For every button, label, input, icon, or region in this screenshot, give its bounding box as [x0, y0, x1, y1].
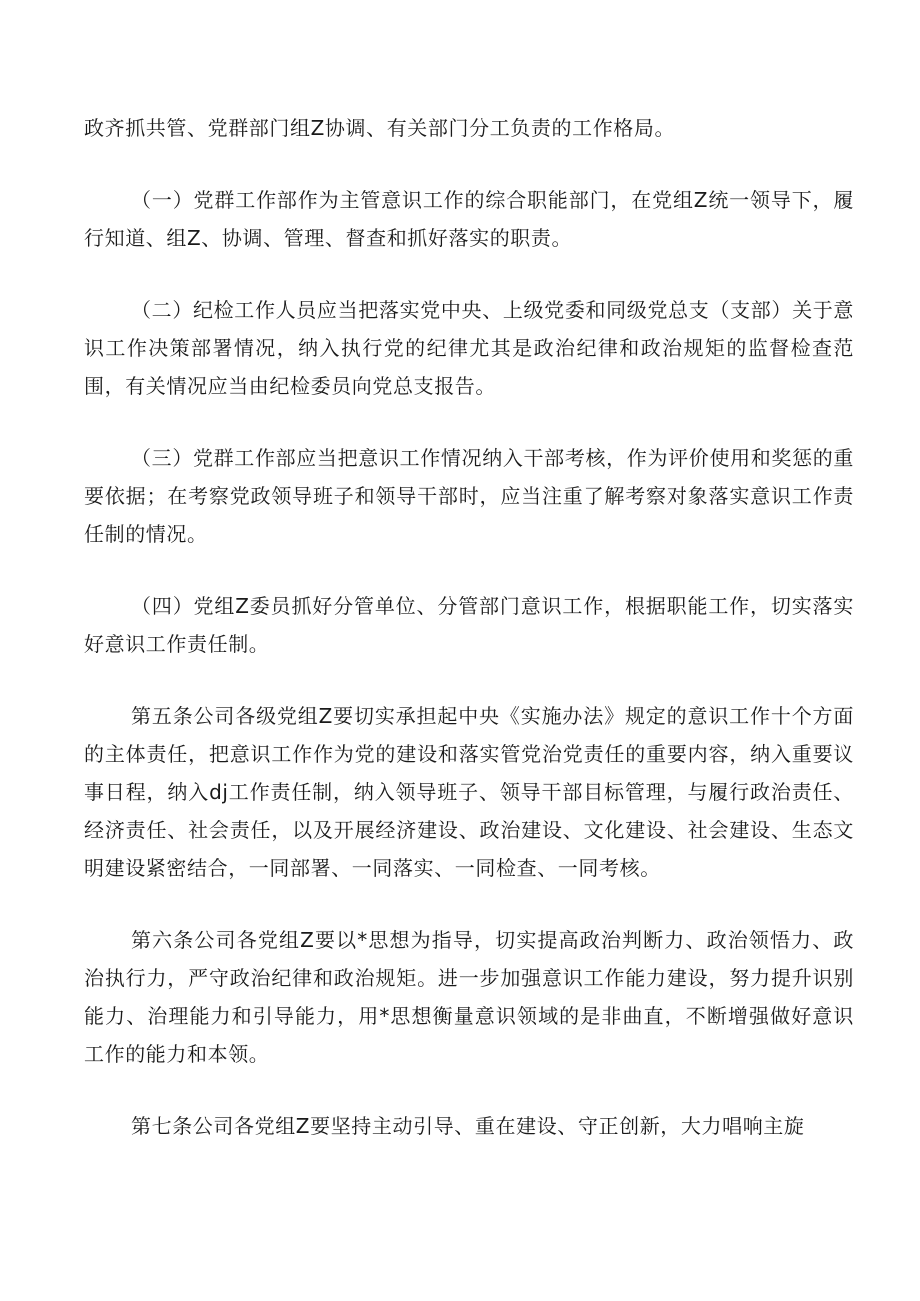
paragraph-7: 第六条公司各党组Z要以*思想为指导，切实提高政治判断力、政治领悟力、政治执行力，严守政治纪律和政治规矩。进一步加强意识工作能力建设，努力提升识别能力、治理能力和引导能力，用*思想衡量意识领域的是非曲直，不断增强做好意识工作的能力和本领。 — [84, 928, 854, 1066]
paragraph-4: （三）党群工作部应当把意识工作情况纳入干部考核，作为评价使用和奖惩的重要依据；在考察党政领导班子和领导干部时，应当注重了解考察对象落实意识工作责任制的情况。 — [84, 446, 854, 546]
paragraph-8: 第七条公司各党组Z要坚持主动引导、重在建设、守正创新，大力唱响主旋 — [131, 1114, 805, 1138]
paragraph-3: （二）纪检工作人员应当把落实党中央、上级党委和同级党总支（支部）关于意识工作决策部署情况，纳入执行党的纪律尤其是政治纪律和政治规矩的监督检查范围，有关情况应当由纪检委员向党总支报告。 — [84, 298, 854, 398]
document-body — [84, 109, 854, 1145]
paragraph-6: 第五条公司各级党组Z要切实承担起中央《实施办法》规定的意识工作十个方面的主体责任，把意识工作作为党的建设和落实管党治党责任的重要内容，纳入重要议事日程，纳入dj工作责任制，纳入领导班子、领导干部目标管理，与履行政治责任、经济责任、社会责任，以及开展经济建设、政治建设、文化建设、社会建设、生态文明建设紧密结合，一同部署、一同落实、一同检查、一同考核。 — [84, 704, 854, 880]
paragraph-5: （四）党组Z委员抓好分管单位、分管部门意识工作，根据职能工作，切实落实好意识工作责任制。 — [84, 594, 854, 656]
paragraph-1: 政齐抓共管、党群部门组Z协调、有关部门分工负责的工作格局。 — [84, 116, 676, 140]
paragraph-2: （一）党群工作部作为主管意识工作的综合职能部门，在党组Z统一领导下，履行知道、组Z、协调、管理、督查和抓好落实的职责。 — [84, 188, 854, 250]
